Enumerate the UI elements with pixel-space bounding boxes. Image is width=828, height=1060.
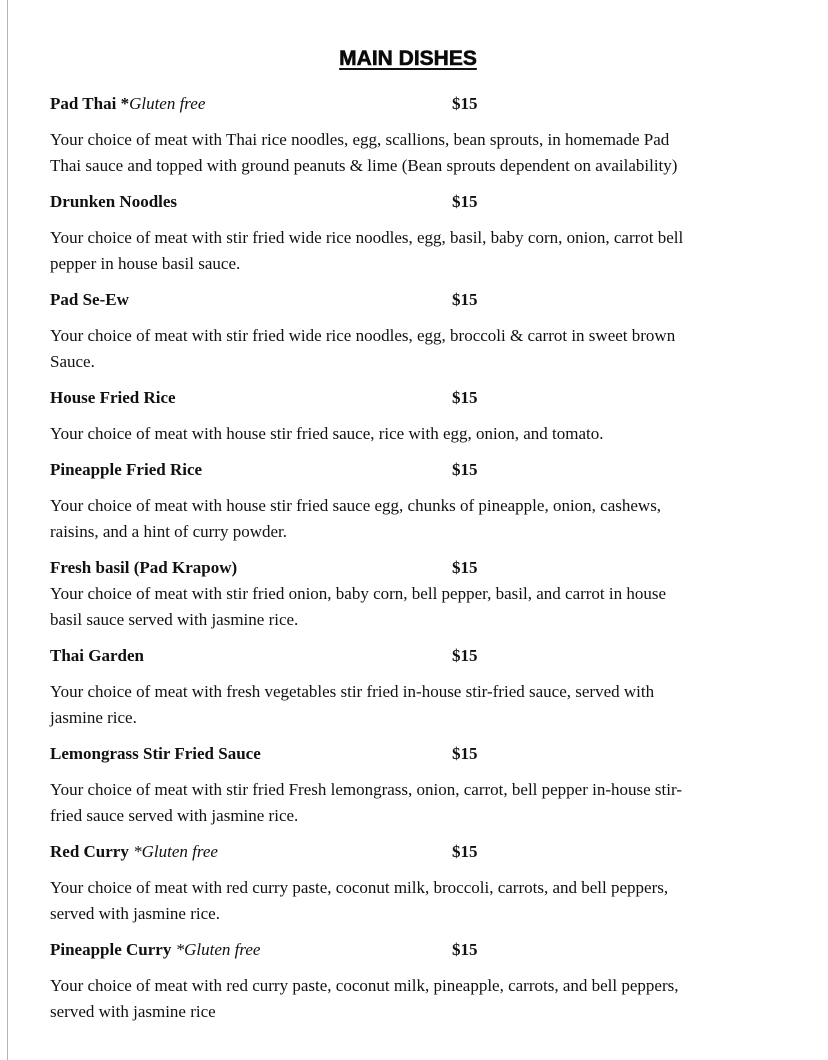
dish-description — [50, 225, 766, 277]
menu-item — [50, 189, 766, 277]
menu-item-header — [50, 91, 766, 117]
menu-item — [50, 937, 766, 1025]
dish-description — [50, 127, 766, 179]
gluten-free-note: *Gluten free — [128, 842, 218, 861]
description-line: Your choice of meat with house stir fried sauce, rice with egg, onion, and tomato. — [50, 424, 604, 443]
description-line: Your choice of meat with stir fried wide rice noodles, egg, broccoli & carrot in sweet brown — [50, 326, 676, 345]
dish-description — [50, 875, 766, 927]
menu-item-header — [50, 189, 766, 215]
menu-item-header — [50, 937, 766, 963]
menu-item — [50, 555, 766, 633]
description-line: jasmine rice. — [50, 708, 137, 727]
description-line: Your choice of meat with house stir fried sauce egg, chunks of pineapple, onion, cashews, — [50, 496, 662, 515]
dish-price: $15 — [452, 290, 478, 309]
description-line: Your choice of meat with stir fried onion, baby corn, bell pepper, basil, and carrot in house — [50, 584, 667, 603]
menu-item-header — [50, 555, 766, 581]
menu-item-header — [50, 839, 766, 865]
gluten-free-note: *Gluten free — [116, 94, 206, 113]
dish-name: Drunken Noodles — [50, 192, 178, 211]
description-line: served with jasmine rice — [50, 1002, 216, 1021]
menu-item — [50, 385, 766, 447]
description-line: Your choice of meat with Thai rice noodles, egg, scallions, bean sprouts, in homemade Pad — [50, 130, 670, 149]
dish-name: Lemongrass Stir Fried Sauce — [50, 744, 261, 763]
description-line: fried sauce served with jasmine rice. — [50, 806, 299, 825]
description-line: served with jasmine rice. — [50, 904, 220, 923]
dish-price: $15 — [452, 940, 478, 959]
dish-name: Thai Garden — [50, 646, 144, 665]
menu-item — [50, 643, 766, 731]
dish-price: $15 — [452, 646, 478, 665]
description-line: Your choice of meat with fresh vegetables stir fried in-house stir-fried sauce, served with — [50, 682, 655, 701]
dish-name: Pineapple Curry — [50, 940, 172, 959]
page-title: MAIN DISHES — [339, 47, 477, 70]
dish-price: $15 — [452, 842, 478, 861]
dish-description — [50, 323, 766, 375]
dish-name: House Fried Rice — [50, 388, 176, 407]
dish-description — [50, 581, 766, 633]
dish-price: $15 — [452, 558, 478, 577]
menu-items — [50, 91, 766, 1025]
menu-item — [50, 287, 766, 375]
menu-page — [50, 46, 766, 1035]
menu-item-header — [50, 741, 766, 767]
menu-item-header — [50, 457, 766, 483]
description-line: pepper in house basil sauce. — [50, 254, 241, 273]
description-line: Your choice of meat with red curry paste, coconut milk, pineapple, carrots, and bell peppers, — [50, 976, 679, 995]
dish-name: Red Curry — [50, 842, 129, 861]
page-edge-line — [7, 0, 8, 1060]
description-line: basil sauce served with jasmine rice. — [50, 610, 299, 629]
dish-price: $15 — [452, 192, 478, 211]
menu-item — [50, 457, 766, 545]
menu-item-header — [50, 287, 766, 313]
dish-price: $15 — [452, 460, 478, 479]
dish-name: Fresh basil (Pad Krapow) — [50, 558, 238, 577]
description-line: Sauce. — [50, 352, 95, 371]
dish-name: Pineapple Fried Rice — [50, 460, 203, 479]
dish-description — [50, 679, 766, 731]
menu-item — [50, 839, 766, 927]
menu-item — [50, 91, 766, 179]
description-line: Your choice of meat with red curry paste, coconut milk, broccoli, carrots, and bell peppers, — [50, 878, 669, 897]
dish-name: Pad Se-Ew — [50, 290, 129, 309]
description-line: Your choice of meat with stir fried wide rice noodles, egg, basil, baby corn, onion, carrot bell — [50, 228, 684, 247]
dish-price: $15 — [452, 388, 478, 407]
menu-item-header — [50, 643, 766, 669]
dish-price: $15 — [452, 94, 478, 113]
gluten-free-note: *Gluten free — [171, 940, 261, 959]
description-line: Your choice of meat with stir fried Fresh lemongrass, onion, carrot, bell pepper in-house stir- — [50, 780, 682, 799]
menu-item — [50, 741, 766, 829]
asterisk-marker: * — [116, 94, 130, 113]
description-line: raisins, and a hint of curry powder. — [50, 522, 287, 541]
dish-description — [50, 973, 766, 1025]
dish-description — [50, 493, 766, 545]
description-line: Thai sauce and topped with ground peanuts & lime (Bean sprouts dependent on availability) — [50, 156, 678, 175]
dish-description — [50, 777, 766, 829]
dish-description — [50, 421, 766, 447]
menu-item-header — [50, 385, 766, 411]
dish-name: Pad Thai — [50, 94, 117, 113]
dish-price: $15 — [452, 744, 478, 763]
